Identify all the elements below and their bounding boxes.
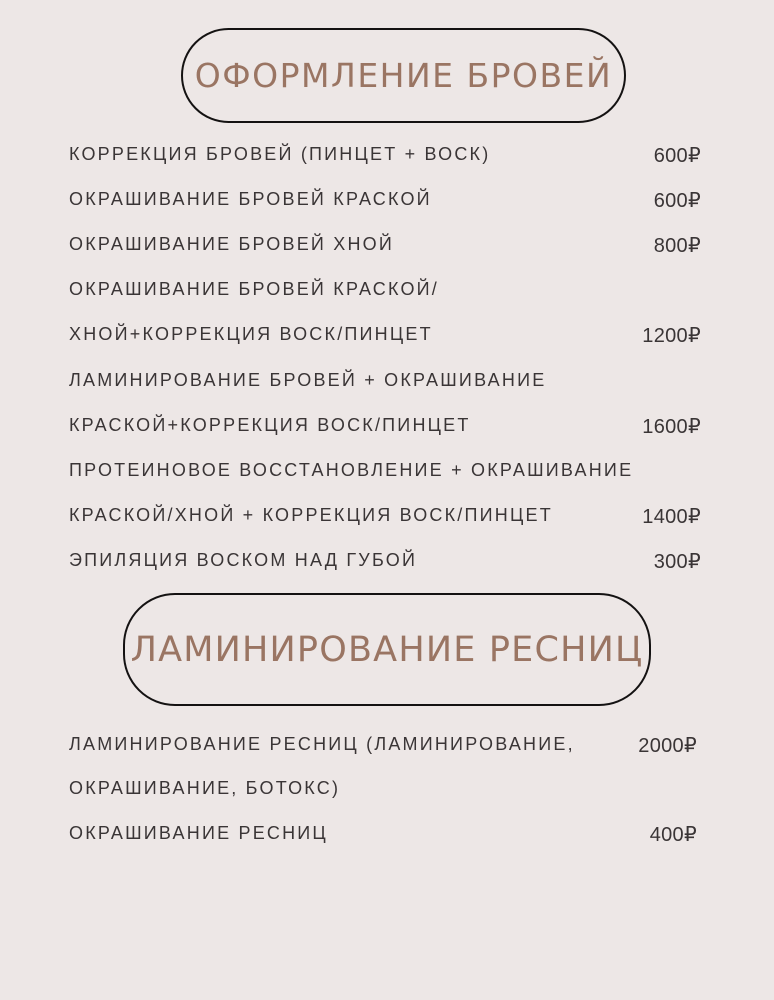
service-line: ОКРАШИВАНИЕ, БОТОКС) <box>69 778 341 798</box>
service-line: ПРОТЕИНОВОЕ ВОССТАНОВЛЕНИЕ + ОКРАШИВАНИЕ <box>69 460 634 480</box>
service-price: 600₽ <box>653 145 701 167</box>
service-price: 1400₽ <box>642 506 701 528</box>
section-title-lashes: ЛАМИНИРОВАНИЕ РЕСНИЦ <box>123 593 651 706</box>
service-line: КРАСКОЙ/ХНОЙ + КОРРЕКЦИЯ ВОСК/ПИНЦЕТ <box>69 505 553 525</box>
service-line: ЭПИЛЯЦИЯ ВОСКОМ НАД ГУБОЙ <box>69 550 418 570</box>
service-line: ОКРАШИВАНИЕ БРОВЕЙ КРАСКОЙ <box>69 189 432 209</box>
service-line: ХНОЙ+КОРРЕКЦИЯ ВОСК/ПИНЦЕТ <box>69 324 433 344</box>
service-line: ОКРАШИВАНИЕ РЕСНИЦ <box>69 823 328 843</box>
service-price: 2000₽ <box>638 735 697 757</box>
service-price: 300₽ <box>653 551 701 573</box>
service-line: ЛАМИНИРОВАНИЕ БРОВЕЙ + ОКРАШИВАНИЕ <box>69 370 547 390</box>
service-line: ОКРАШИВАНИЕ БРОВЕЙ КРАСКОЙ/ <box>69 279 439 299</box>
service-line: ОКРАШИВАНИЕ БРОВЕЙ ХНОЙ <box>69 234 395 254</box>
service-price: 1600₽ <box>642 416 701 438</box>
service-line: ЛАМИНИРОВАНИЕ РЕСНИЦ (ЛАМИНИРОВАНИЕ, <box>69 734 575 754</box>
service-line: КОРРЕКЦИЯ БРОВЕЙ (ПИНЦЕТ + ВОСК) <box>69 144 491 164</box>
service-price: 1200₽ <box>642 325 701 347</box>
service-price: 800₽ <box>653 235 701 257</box>
service-line: КРАСКОЙ+КОРРЕКЦИЯ ВОСК/ПИНЦЕТ <box>69 415 471 435</box>
section-title-brows: ОФОРМЛЕНИЕ БРОВЕЙ <box>181 28 626 123</box>
service-price: 400₽ <box>649 824 697 846</box>
service-price: 600₽ <box>653 190 701 212</box>
